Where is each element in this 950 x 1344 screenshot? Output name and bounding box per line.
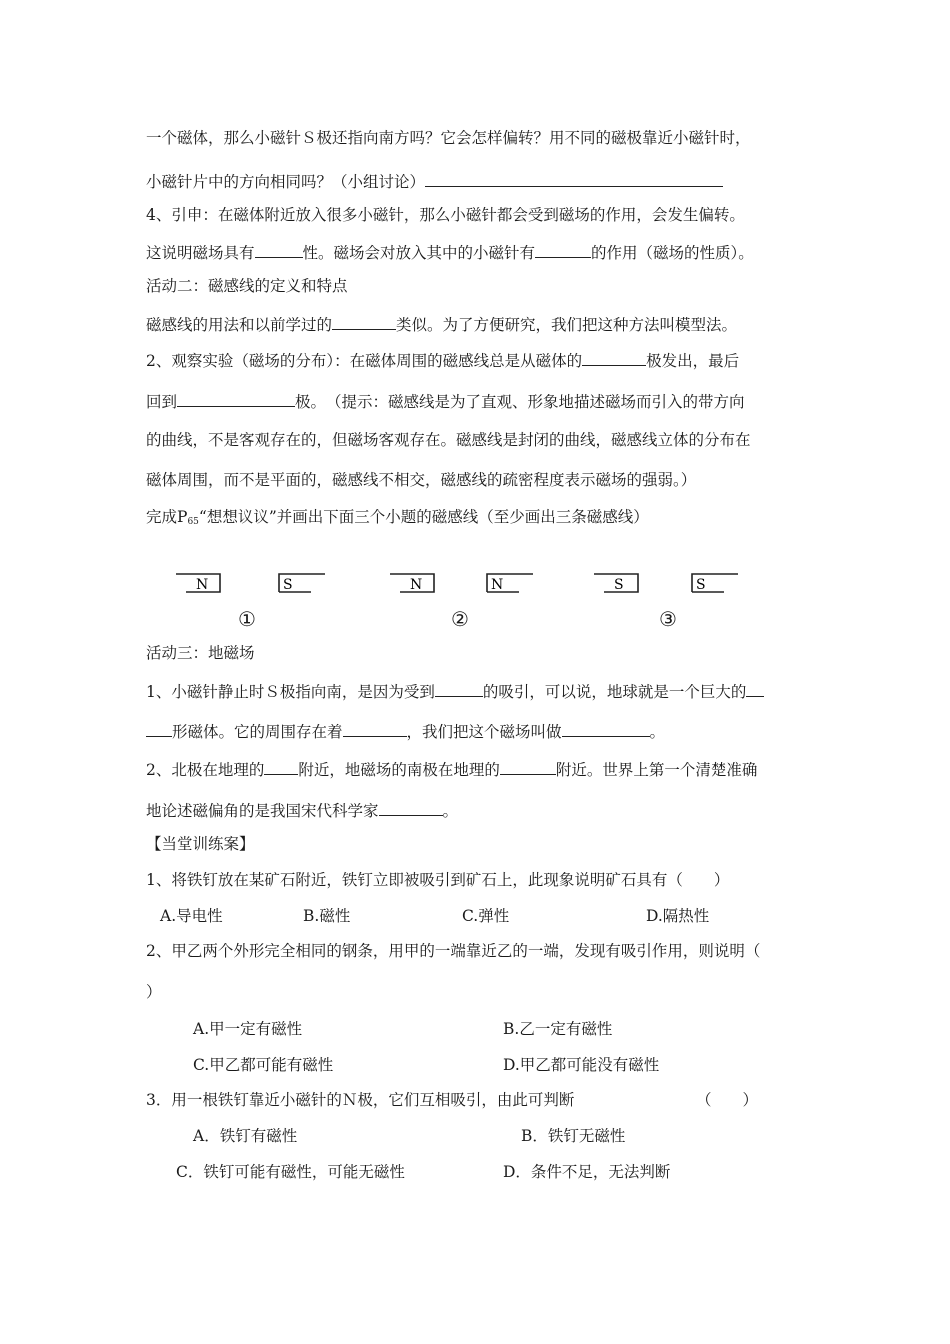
text-line-4 [146, 241, 754, 263]
text-line-6b: 类似。为了方便研究，我们把这种方法叫模型法。 [396, 316, 738, 334]
magnet-pair-1-left [174, 568, 226, 596]
blank-shape-start[interactable] [746, 680, 764, 697]
blank-north-near[interactable] [264, 758, 298, 775]
text-line-4c: 的作用（磁场的性质）。 [591, 244, 754, 262]
text-line-13 [146, 680, 764, 702]
magnet-pair-3-right [688, 568, 744, 596]
magnet-pole-label: N [196, 577, 209, 593]
text-line-4a: 这说明磁场具有 [146, 244, 255, 262]
q3-option-c[interactable]: C．铁钉可能有磁性，可能无磁性 [176, 1163, 405, 1181]
blank-south-near[interactable] [500, 758, 556, 775]
text-line-15b: 附近，地磁场的南极在地理的 [298, 761, 500, 779]
text-line-10: 磁体周围，而不是平面的，磁感线不相交，磁感线的疏密程度表示磁场的强弱。） [146, 471, 697, 489]
text-line-15 [146, 758, 757, 780]
question-2-bracket: ） [146, 983, 162, 1001]
diagram-label-2: ② [451, 607, 469, 631]
text-line-2-content: 小磁针片中的方向相同吗？（小组讨论） [146, 173, 426, 191]
blank-field-exists[interactable] [343, 720, 407, 737]
magnet-pole-label: S [614, 577, 624, 593]
magnet-pair-3-left [592, 568, 644, 596]
text-line-3: 4、引申：在磁体附近放入很多小磁针，那么小磁针都会受到磁场的作用，会发生偏转。 [146, 206, 745, 224]
activity-two-heading: 活动二：磁感线的定义和特点 [146, 277, 348, 295]
magnet-pole-label: N [410, 577, 423, 593]
q1-option-c[interactable]: C.弹性 [462, 907, 510, 925]
question-1: 1、将铁钉放在某矿石附近，铁钉立即被吸引到矿石上，此现象说明矿石具有（ ） [146, 871, 730, 889]
question-3-bracket: （ ） [696, 1091, 759, 1109]
text-line-8 [146, 390, 745, 412]
text-line-15c: 附近。世界上第一个清楚准确 [555, 761, 758, 779]
blank-attraction[interactable] [435, 680, 483, 697]
text-line-4b: 性。磁场会对放入其中的小磁针有 [302, 244, 536, 262]
text-line-7b: 极发出，最后 [646, 352, 740, 370]
text-line-8a: 回到 [146, 393, 178, 411]
text-line-15a: 2、北极在地理的 [146, 761, 265, 779]
text-line-11b: “想想议议”并画出下面三个小题的磁感线（至少画出三条磁感线） [198, 508, 649, 526]
q2-option-c[interactable]: C.甲乙都可能有磁性 [193, 1056, 334, 1074]
blank-start-pole[interactable] [582, 349, 646, 366]
text-line-14b: ，我们把这个磁场叫做 [406, 723, 562, 741]
q1-option-a[interactable]: A.导电性 [160, 907, 223, 925]
practice-heading: 【当堂训练案】 [146, 835, 255, 853]
q2-option-a[interactable]: A.甲一定有磁性 [193, 1020, 303, 1038]
text-line-7a: 2、观察实验（磁场的分布）：在磁体周围的磁感线总是从磁体的 [146, 352, 583, 370]
q3-option-d[interactable]: D．条件不足，无法判断 [503, 1163, 671, 1181]
text-line-11 [146, 507, 649, 532]
q3-option-b[interactable]: B．铁钉无磁性 [521, 1127, 626, 1145]
text-line-13b: 的吸引，可以说，地球就是一个巨大的 [482, 683, 747, 701]
text-line-7 [146, 349, 739, 371]
blank-scientist[interactable] [379, 799, 443, 816]
text-line-9: 的曲线，不是客观存在的，但磁场客观存在。磁感线是封闭的曲线，磁感线立体的分布在 [146, 431, 751, 449]
text-line-14c: 。 [649, 723, 666, 741]
activity-three-heading: 活动三：地磁场 [146, 644, 255, 662]
magnet-pair-2-left [388, 568, 440, 596]
magnet-pole-label: S [696, 577, 706, 593]
text-line-6a: 磁感线的用法和以前学过的 [146, 316, 333, 334]
q1-option-b[interactable]: B.磁性 [303, 907, 351, 925]
magnet-pair-2-right [483, 568, 539, 596]
blank-discussion[interactable] [425, 170, 723, 187]
q2-option-b[interactable]: B.乙一定有磁性 [503, 1020, 613, 1038]
q3-option-a[interactable]: A．铁钉有磁性 [193, 1127, 298, 1145]
page-subscript: 65 [187, 517, 199, 527]
blank-property[interactable] [255, 241, 303, 258]
text-line-13a: 1、小磁针静止时Ｓ极指向南，是因为受到 [146, 683, 435, 701]
text-line-16a: 地论述磁偏角的是我国宋代科学家 [146, 802, 379, 820]
text-line-14a: 形磁体。它的周围存在着 [172, 723, 343, 741]
blank-analogy[interactable] [332, 313, 396, 330]
text-line-1: 一个磁体，那么小磁针Ｓ极还指向南方吗？它会怎样偏转？用不同的磁极靠近小磁针时， [146, 129, 751, 147]
q1-option-d[interactable]: D.隔热性 [646, 907, 710, 925]
blank-end-pole[interactable] [177, 390, 295, 407]
text-line-8b: 极。 （提示：磁感线是为了直观、形象地描述磁场而引入的带方向 [295, 393, 745, 411]
text-line-11a: 完成P [146, 508, 188, 526]
text-line-2 [146, 170, 723, 192]
magnet-pole-label: S [283, 577, 293, 593]
diagram-label-1: ① [238, 607, 256, 631]
magnet-pair-1-right [275, 568, 331, 596]
blank-field-name[interactable] [562, 720, 650, 737]
text-line-16b: 。 [442, 802, 459, 820]
text-line-14 [146, 720, 665, 742]
question-2: 2、甲乙两个外形完全相同的钢条，用甲的一端靠近乙的一端，发现有吸引作用，则说明（ [146, 942, 761, 960]
blank-effect[interactable] [535, 241, 591, 258]
q2-option-d[interactable]: D.甲乙都可能没有磁性 [503, 1056, 660, 1074]
magnet-pole-label: N [491, 577, 504, 593]
diagram-label-3: ③ [659, 607, 677, 631]
text-line-16 [146, 799, 458, 821]
question-3: 3．用一根铁钉靠近小磁针的Ｎ极，它们互相吸引，由此可判断 [146, 1091, 575, 1109]
blank-shape-end[interactable] [146, 720, 172, 737]
text-line-6 [146, 313, 737, 335]
